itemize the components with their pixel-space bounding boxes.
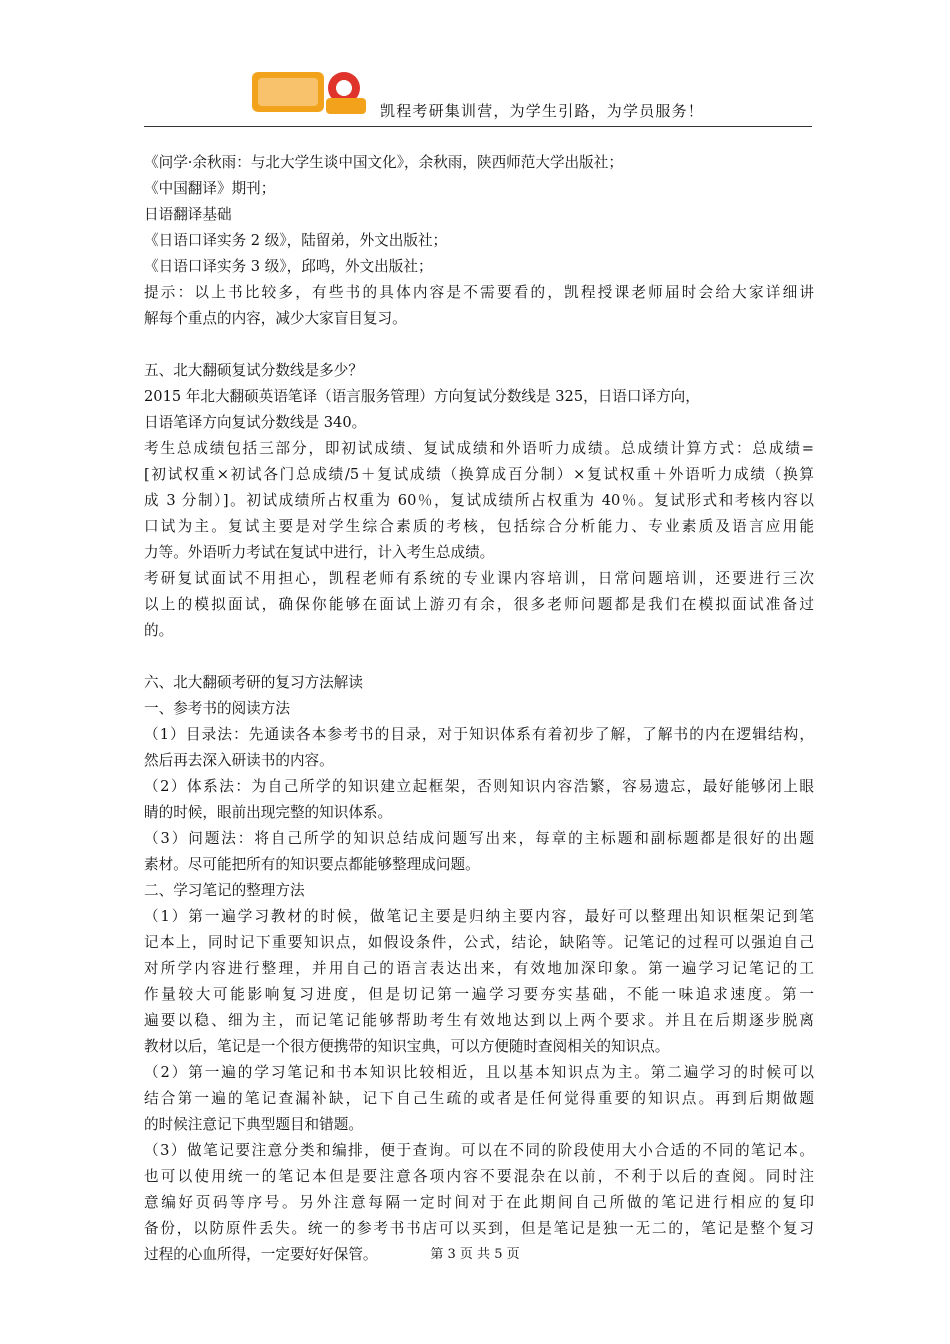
body-text-line: 教材以后，笔记是一个很方便携带的知识宝典，可以方便随时查阅相关的知识点。 <box>144 1038 670 1055</box>
body-text-line: 也可以使用统一的笔记本但是要注意各项内容不要混杂在以前，不利于以后的查阅。同时注 <box>144 1168 814 1185</box>
body-text-line: （2）第一遍的学习笔记和书本知识比较相近，且以基本知识点为主。第二遍学习的时候可以 <box>144 1064 814 1081</box>
body-text-line: 结合第一遍的笔记查漏补缺，记下自己生疏的或者是任何觉得重要的知识点。再到后期做题 <box>144 1090 814 1107</box>
body-text-line: 日语翻译基础 <box>144 206 232 223</box>
blank-line <box>144 332 814 358</box>
body-text-line: 二、学习笔记的整理方法 <box>144 882 305 899</box>
body-text-line: 《日语口译实务 2 级》，陆留弟，外文出版社； <box>144 232 448 249</box>
header-slogan: 凯程考研集训营，为学生引路，为学员服务！ <box>380 102 705 120</box>
body-text-line: 2015 年北大翻硕英语笔译（语言服务管理）方向复试分数线是 325，日语口译方向， <box>144 388 700 405</box>
body-text-line: 成 3 分制）]。初试成绩所占权重为 60％，复试成绩所占权重为 40％。复试形式和考核内容以 <box>144 492 814 509</box>
body-text-line: 作量较大可能影响复习进度，但是切记第一遍学习要夯实基础，不能一味追求速度。第一 <box>144 986 814 1003</box>
body-text-line: 力等。外语听力考试在复试中进行，计入考生总成绩。 <box>144 544 495 561</box>
body-text-line: 的。 <box>144 622 174 639</box>
body-text-line: 口试为主。复试主要是对学生综合素质的考核，包括综合分析能力、专业素质及语言应用能 <box>144 518 814 535</box>
body-text-line: 一、参考书的阅读方法 <box>144 700 290 717</box>
body-text-line: 素材。尽可能把所有的知识要点都能够整理成问题。 <box>144 856 480 873</box>
body-text-line: 以上的模拟面试，确保你能够在面试上游刃有余，很多老师问题都是我们在模拟面试准备过 <box>144 596 814 613</box>
body-text-line: 六、北大翻硕考研的复习方法解读 <box>144 674 363 691</box>
body-text-line: 《日语口译实务 3 级》，邱鸣，外文出版社； <box>144 258 433 275</box>
body-text-line: 考生总成绩包括三部分，即初试成绩、复试成绩和外语听力成绩。总成绩计算方式：总成绩= <box>144 440 814 457</box>
body-text-line: 《中国翻译》期刊； <box>144 180 276 197</box>
document-body <box>144 150 814 1268</box>
blank-line <box>144 644 814 670</box>
body-text-line: 意编好页码等序号。另外注意每隔一定时间对于在此期间自己所做的笔记进行相应的复印 <box>144 1194 814 1211</box>
body-text-line: 备份，以防原件丢失。统一的参考书书店可以买到，但是笔记是独一无二的，笔记是整个复习 <box>144 1220 814 1237</box>
page-header <box>144 62 812 127</box>
body-text-line: 然后再去深入研读书的内容。 <box>144 752 334 769</box>
body-text-line: 五、北大翻硕复试分数线是多少？ <box>144 362 363 379</box>
body-text-line: 提示：以上书比较多，有些书的具体内容是不需要看的，凯程授课老师届时会给大家详细讲 <box>144 284 814 301</box>
body-text-line: 睛的时候，眼前出现完整的知识体系。 <box>144 804 393 821</box>
kaicheng-logo <box>250 66 370 118</box>
body-text-line: 《问学·余秋雨：与北大学生谈中国文化》，余秋雨，陕西师范大学出版社； <box>144 154 623 171</box>
body-text-line: （1）第一遍学习教材的时候，做笔记主要是归纳主要内容，最好可以整理出知识框架记到笔 <box>144 908 814 925</box>
body-text-line: 过程的心血所得，一定要好好保管。 <box>144 1246 378 1263</box>
body-text-line: 遍要以稳、细为主，而记笔记能够帮助考生有效地达到以上两个要求。并且在后期逐步脱离 <box>144 1012 814 1029</box>
body-text-line: 日语笔译方向复试分数线是 340。 <box>144 414 367 431</box>
body-text-line: 记本上，同时记下重要知识点，如假设条件，公式，结论，缺陷等。记笔记的过程可以强迫自己 <box>144 934 814 951</box>
page-number: 第 3 页 共 5 页 <box>430 1247 520 1262</box>
body-text-line: （2）体系法：为自己所学的知识建立起框架，否则知识内容浩繁，容易遗忘，最好能够闭上眼 <box>144 778 814 795</box>
body-text-line: 解每个重点的内容，减少大家盲目复习。 <box>144 310 407 327</box>
body-text-line: （1）目录法：先通读各本参考书的目录，对于知识体系有着初步了解，了解书的内在逻辑结构， <box>144 726 814 743</box>
body-text-line: 的时候注意记下典型题目和错题。 <box>144 1116 363 1133</box>
body-text-line: 对所学内容进行整理，并用自己的语言表达出来，有效地加深印象。第一遍学习记笔记的工 <box>144 960 814 977</box>
body-text-line: [初试权重×初试各门总成绩/5＋复试成绩（换算成百分制）×复试权重＋外语听力成绩（换算 <box>144 466 814 483</box>
body-text-line: （3）做笔记要注意分类和编排，便于查询。可以在不同的阶段使用大小合适的不同的笔记本。 <box>144 1142 814 1159</box>
body-text-line: 考研复试面试不用担心，凯程老师有系统的专业课内容培训，日常问题培训，还要进行三次 <box>144 570 814 587</box>
body-text-line: （3）问题法：将自己所学的知识总结成问题写出来，每章的主标题和副标题都是很好的出题 <box>144 830 814 847</box>
